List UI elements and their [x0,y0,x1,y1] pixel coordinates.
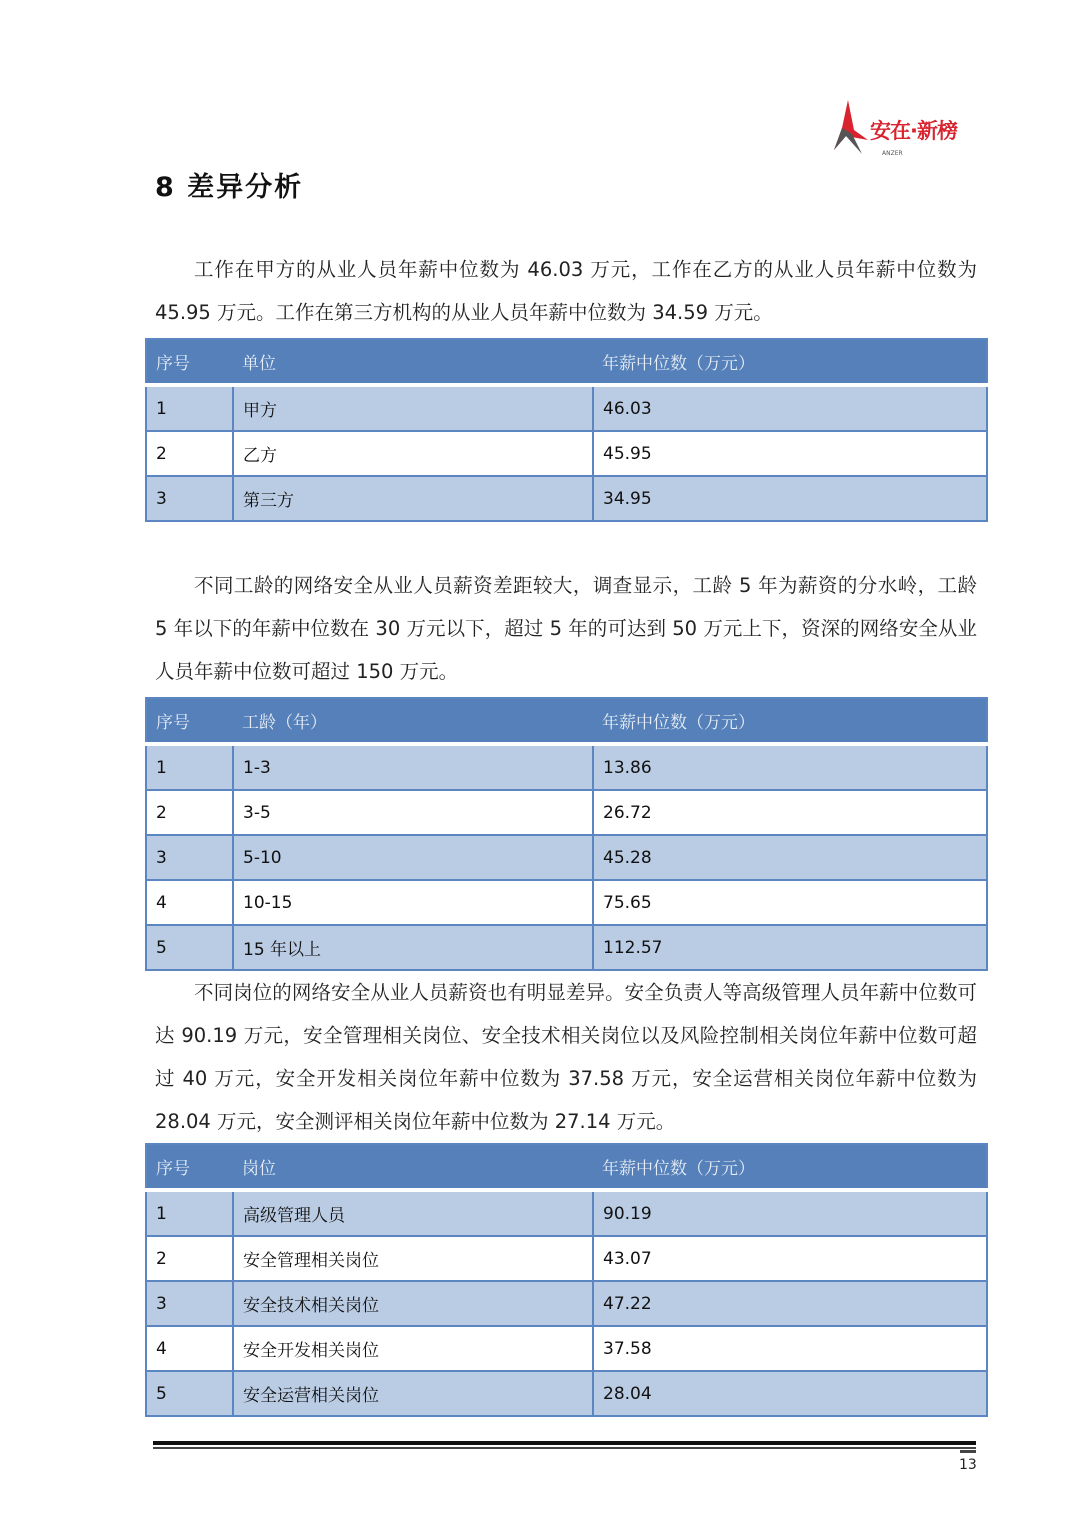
table-header-row [146,1144,987,1190]
table-row [146,925,987,970]
cell: 3 [146,1281,233,1326]
table-row [146,476,987,521]
table-row [146,1371,987,1416]
header-cell: 序号 [146,698,233,744]
header-cell: 序号 [146,339,233,385]
cell: 5 [146,925,233,970]
page-content [155,0,977,1501]
cell: 乙方 [233,431,593,476]
header-cell: 工龄（年） [233,698,593,744]
table-row [146,744,987,790]
cell: 34.95 [593,476,987,521]
table-header-row [146,339,987,385]
cell: 37.58 [593,1326,987,1371]
cell: 46.03 [593,385,987,431]
page-number: 13 [959,1457,977,1473]
cell: 45.95 [593,431,987,476]
header-cell: 年薪中位数（万元） [593,1144,987,1190]
cell: 安全开发相关岗位 [233,1326,593,1371]
cell: 1 [146,385,233,431]
table-row [146,790,987,835]
cell: 3 [146,835,233,880]
table-tenure-salary [145,697,988,971]
cell: 1-3 [233,744,593,790]
cell: 13.86 [593,744,987,790]
cell: 1 [146,744,233,790]
cell: 3 [146,476,233,521]
cell: 75.65 [593,880,987,925]
cell: 112.57 [593,925,987,970]
table-unit-salary [145,338,988,522]
cell: 2 [146,1236,233,1281]
cell: 5 [146,1371,233,1416]
cell: 甲方 [233,385,593,431]
cell: 5-10 [233,835,593,880]
cell: 90.19 [593,1190,987,1236]
table-row [146,1326,987,1371]
cell: 安全管理相关岗位 [233,1236,593,1281]
logo-subtext: ANZER [882,150,903,157]
cell: 15 年以上 [233,925,593,970]
paragraph-3: 不同岗位的网络安全从业人员薪资也有明显差异。安全负责人等高级管理人员年薪中位数可达 90.19 万元，安全管理相关岗位、安全技术相关岗位以及风险控制相关岗位年薪中位数可超过 40 万元，安全开发相关岗位年薪中位数为 37.58 万元，安全运营相关岗位年薪中位数为 28.04 万元，安全测评相关岗位年薪中位数为 27.14 万元。 [155,981,977,1133]
header-cell: 岗位 [233,1144,593,1190]
logo-text: 安在·新榜 [870,119,957,143]
header-cell: 年薪中位数（万元） [593,339,987,385]
table-row [146,880,987,925]
cell: 47.22 [593,1281,987,1326]
paragraph-1: 工作在甲方的从业人员年薪中位数为 46.03 万元，工作在乙方的从业人员年薪中位数为 45.95 万元。工作在第三方机构的从业人员年薪中位数为 34.59 万元。 [155,258,977,324]
footer-rule [153,1441,976,1445]
cell: 2 [146,790,233,835]
header-cell: 年薪中位数（万元） [593,698,987,744]
paragraph-2: 不同工龄的网络安全从业人员薪资差距较大，调查显示，工龄 5 年为薪资的分水岭，工龄 5 年以下的年薪中位数在 30 万元以下，超过 5 年的可达到 50 万元上下，资深的网络安全从业人员年薪中位数可超过 150 万元。 [155,574,977,683]
table-header-row [146,698,987,744]
cell: 安全技术相关岗位 [233,1281,593,1326]
cell: 4 [146,880,233,925]
cell: 4 [146,1326,233,1371]
cell: 43.07 [593,1236,987,1281]
footer-rule-thin [153,1447,976,1449]
cell: 1 [146,1190,233,1236]
table-row [146,431,987,476]
table-row [146,1236,987,1281]
header-cell: 单位 [233,339,593,385]
cell: 第三方 [233,476,593,521]
cell: 高级管理人员 [233,1190,593,1236]
cell: 2 [146,431,233,476]
section-heading: 8 差异分析 [155,172,304,203]
cell: 45.28 [593,835,987,880]
cell: 28.04 [593,1371,987,1416]
table-row [146,1281,987,1326]
page-footer [153,1441,976,1481]
header-cell: 序号 [146,1144,233,1190]
cell: 安全运营相关岗位 [233,1371,593,1416]
table-row [146,385,987,431]
table-position-salary [145,1143,988,1417]
table-row [146,1190,987,1236]
cell: 26.72 [593,790,987,835]
cell: 10-15 [233,880,593,925]
footer-rule-mark [960,1450,976,1453]
cell: 3-5 [233,790,593,835]
table-row [146,835,987,880]
